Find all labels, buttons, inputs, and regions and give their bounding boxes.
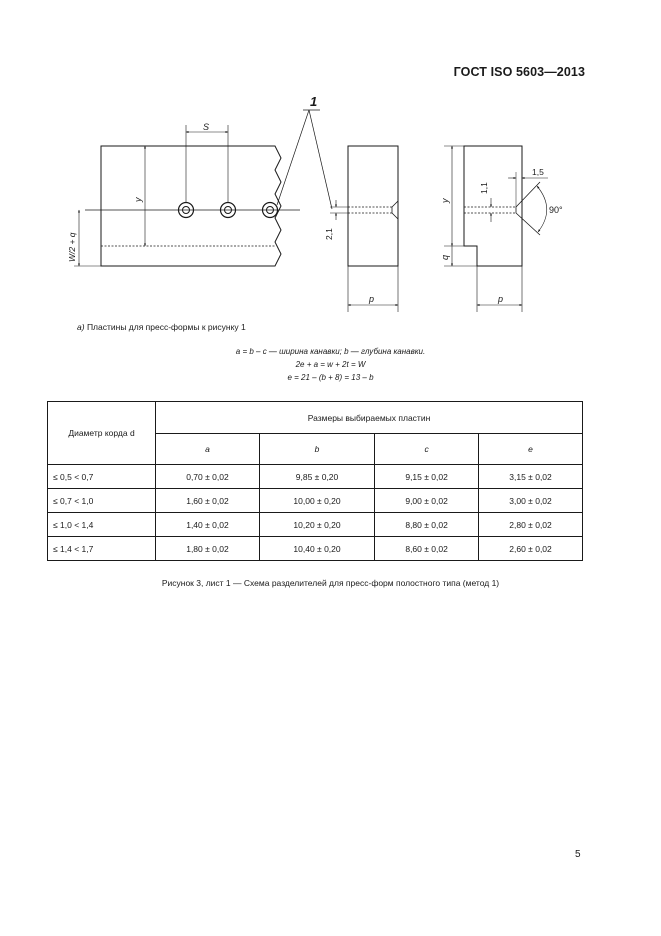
callout-number: 1 <box>310 94 318 109</box>
table-cell: 8,80 ± 0,02 <box>375 513 479 537</box>
table-row <box>48 489 583 513</box>
table-row <box>48 465 583 489</box>
table-cell: 3,15 ± 0,02 <box>479 465 583 489</box>
table-cell: 8,60 ± 0,02 <box>375 537 479 561</box>
table-cell: ≤ 1,0 < 1,4 <box>48 513 156 537</box>
mold-plate-side-view <box>330 146 398 312</box>
table-cell: ≤ 0,5 < 0,7 <box>48 465 156 489</box>
subfigure-letter: а) <box>77 322 85 332</box>
height-label: y <box>440 198 450 203</box>
table-row-header: Диаметр корда d <box>48 402 156 465</box>
table-cell: 2,80 ± 0,02 <box>479 513 583 537</box>
plate-thickness-label: p <box>369 294 375 304</box>
table-column-header: e <box>479 434 583 465</box>
table-row <box>48 513 583 537</box>
table-cell: 10,20 ± 0,20 <box>259 513 374 537</box>
document-header: ГОСТ ISO 5603—2013 <box>453 65 585 79</box>
table-cell: 0,70 ± 0,02 <box>156 465 260 489</box>
formula-line: a = b – c — ширина канавки; b — глубина канавки. <box>235 347 426 356</box>
table-column-header: c <box>375 434 479 465</box>
plate-dimensions-table <box>47 401 583 561</box>
subfigure-caption <box>77 322 246 332</box>
groove-width-label: 1,1 <box>479 182 489 194</box>
page-number: 5 <box>575 849 581 860</box>
table-cell: ≤ 0,7 < 1,0 <box>48 489 156 513</box>
mold-plate-front-view <box>74 125 300 266</box>
table-row <box>48 537 583 561</box>
height-label: y <box>133 197 143 202</box>
depth-label: 2,1 <box>324 228 334 240</box>
plate-thickness-label: p <box>498 294 504 304</box>
groove-offset-label: 1,5 <box>532 167 544 177</box>
formula-line: 2e + a = w + 2t = W <box>295 360 366 369</box>
table-cell: 9,15 ± 0,02 <box>375 465 479 489</box>
formula-line: e = 21 – (b + 8) = 13 – b <box>287 373 374 382</box>
subfigure-text: Пластины для пресс-формы к рисунку 1 <box>86 322 246 332</box>
table-column-header: b <box>259 434 374 465</box>
spacing-label: S <box>203 122 210 132</box>
angle-label: 90° <box>549 205 563 215</box>
figure-title: Рисунок 3, лист 1 — Схема разделителей для пресс-форм полостного типа (метод 1) <box>161 578 500 588</box>
technical-drawing <box>0 0 661 330</box>
step-label: q <box>440 254 450 260</box>
table-cell: 9,00 ± 0,02 <box>375 489 479 513</box>
table-cell: 1,80 ± 0,02 <box>156 537 260 561</box>
table-cell: ≤ 1,4 < 1,7 <box>48 537 156 561</box>
table-cell: 9,85 ± 0,20 <box>259 465 374 489</box>
table-cell: 2,60 ± 0,02 <box>479 537 583 561</box>
table-cell: 10,40 ± 0,20 <box>259 537 374 561</box>
table-cell: 1,60 ± 0,02 <box>156 489 260 513</box>
half-width-label: W/2 + q <box>67 232 77 262</box>
table-cell: 1,40 ± 0,02 <box>156 513 260 537</box>
table-group-header: Размеры выбираемых пластин <box>156 402 583 434</box>
table-cell: 3,00 ± 0,02 <box>479 489 583 513</box>
table-cell: 10,00 ± 0,20 <box>259 489 374 513</box>
table-column-header: a <box>156 434 260 465</box>
